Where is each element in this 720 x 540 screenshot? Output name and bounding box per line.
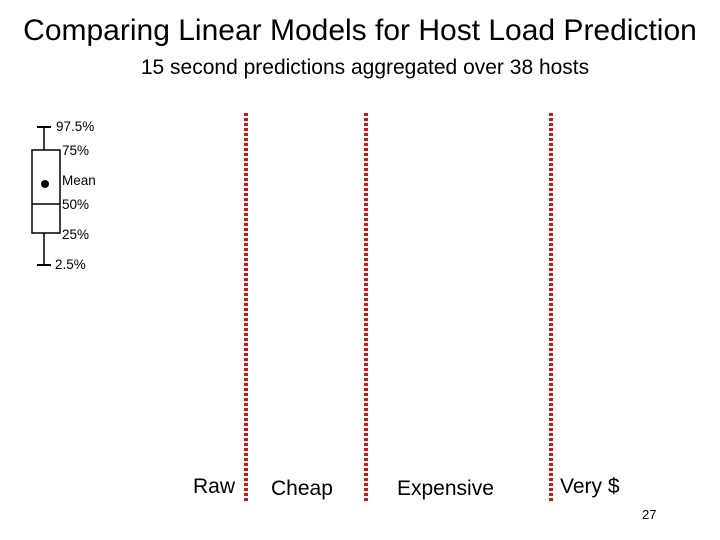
legend-label-50: 50% (62, 197, 90, 212)
box-legend-glyph (32, 127, 60, 265)
legend-label-25: 25% (62, 227, 90, 242)
category-label-very-expensive: Very $ (560, 475, 620, 498)
legend-label-mean: Mean (62, 173, 96, 188)
legend-mean-dot (41, 180, 49, 188)
category-label-expensive: Expensive (397, 477, 494, 500)
legend-label-97-5: 97.5% (56, 119, 95, 134)
category-label-cheap: Cheap (271, 477, 333, 500)
slide-title: Comparing Linear Models for Host Load Prediction (23, 14, 697, 47)
legend-box (32, 150, 60, 233)
page-number: 27 (642, 507, 657, 522)
category-label-raw: Raw (193, 475, 236, 498)
legend-label-75: 75% (62, 143, 90, 158)
slide-subtitle: 15 second predictions aggregated over 38 hosts (140, 56, 590, 79)
category-separators (246, 113, 551, 503)
legend-label-2-5: 2.5% (55, 257, 86, 272)
